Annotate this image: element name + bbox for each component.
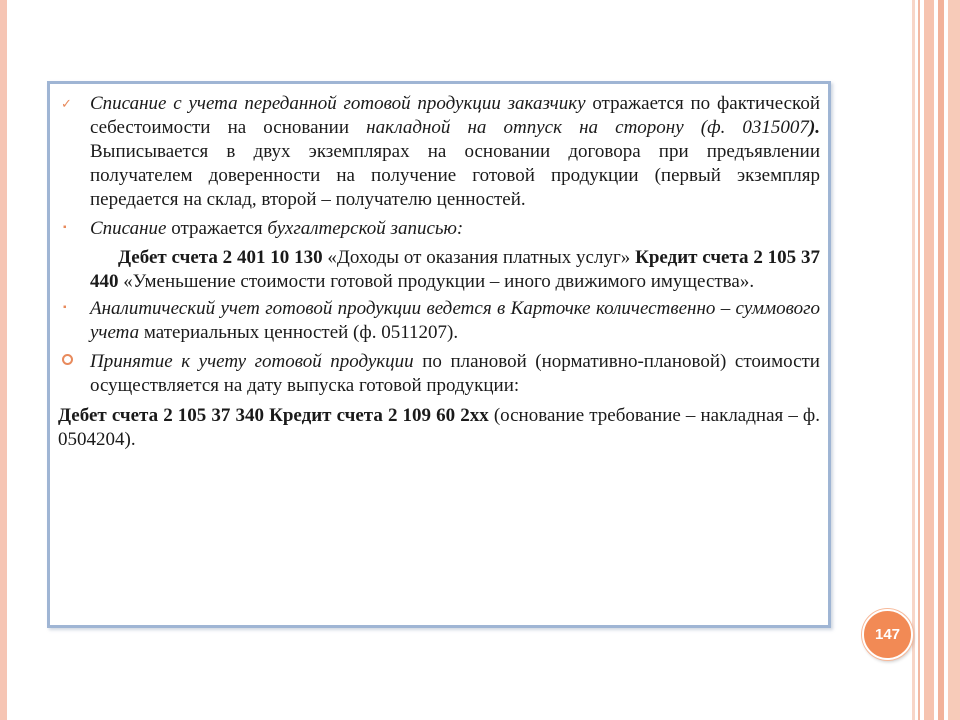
square-bullet-icon xyxy=(61,297,81,321)
right-decor-stripes xyxy=(912,0,960,720)
paragraph-debit-credit: Дебет счета 2 401 10 130 «Доходы от оказания платных услуг» Кредит счета 2 105 37 440 «Уменьшение стоимости готовой продукции – иного движимого имущества». xyxy=(90,247,820,292)
slide-body xyxy=(58,92,820,457)
paragraph-final-entry: Дебет счета 2 105 37 340 Кредит счета 2 109 60 2хх (основание требование – накладная – ф. 0504204). xyxy=(58,405,820,450)
paragraph-analytical-accounting: ▪ Аналитический учет готовой продукции ведется в Карточке количественно – суммового учета материальных ценностей (ф. 0511207). xyxy=(58,297,820,345)
paragraph-write-off: ✓ Списание с учета переданной готовой продукции заказчику отражается по фактической себестоимости на основании накладной на отпуск на сторону (ф. 0315007). Выписывается в двух экземплярах на основании договора при предъявлении получателем доверенности на получение готовой продукции (первый экземпляр передается на склад, второй – получателю ценностей. xyxy=(58,92,820,212)
left-decor-stripe xyxy=(0,0,7,720)
check-bullet-icon xyxy=(61,92,81,116)
page-number-badge: 147 xyxy=(862,609,913,660)
square-bullet-icon xyxy=(61,217,81,241)
ring-bullet-icon xyxy=(61,350,81,374)
paragraph-acceptance: Принятие к учету готовой продукции по плановой (нормативно-плановой) стоимости осуществляется на дату выпуска готовой продукции: xyxy=(58,350,820,398)
content-frame xyxy=(47,81,831,628)
paragraph-accounting-entry: ▪ Списание отражается бухгалтерской записью: xyxy=(58,217,820,241)
